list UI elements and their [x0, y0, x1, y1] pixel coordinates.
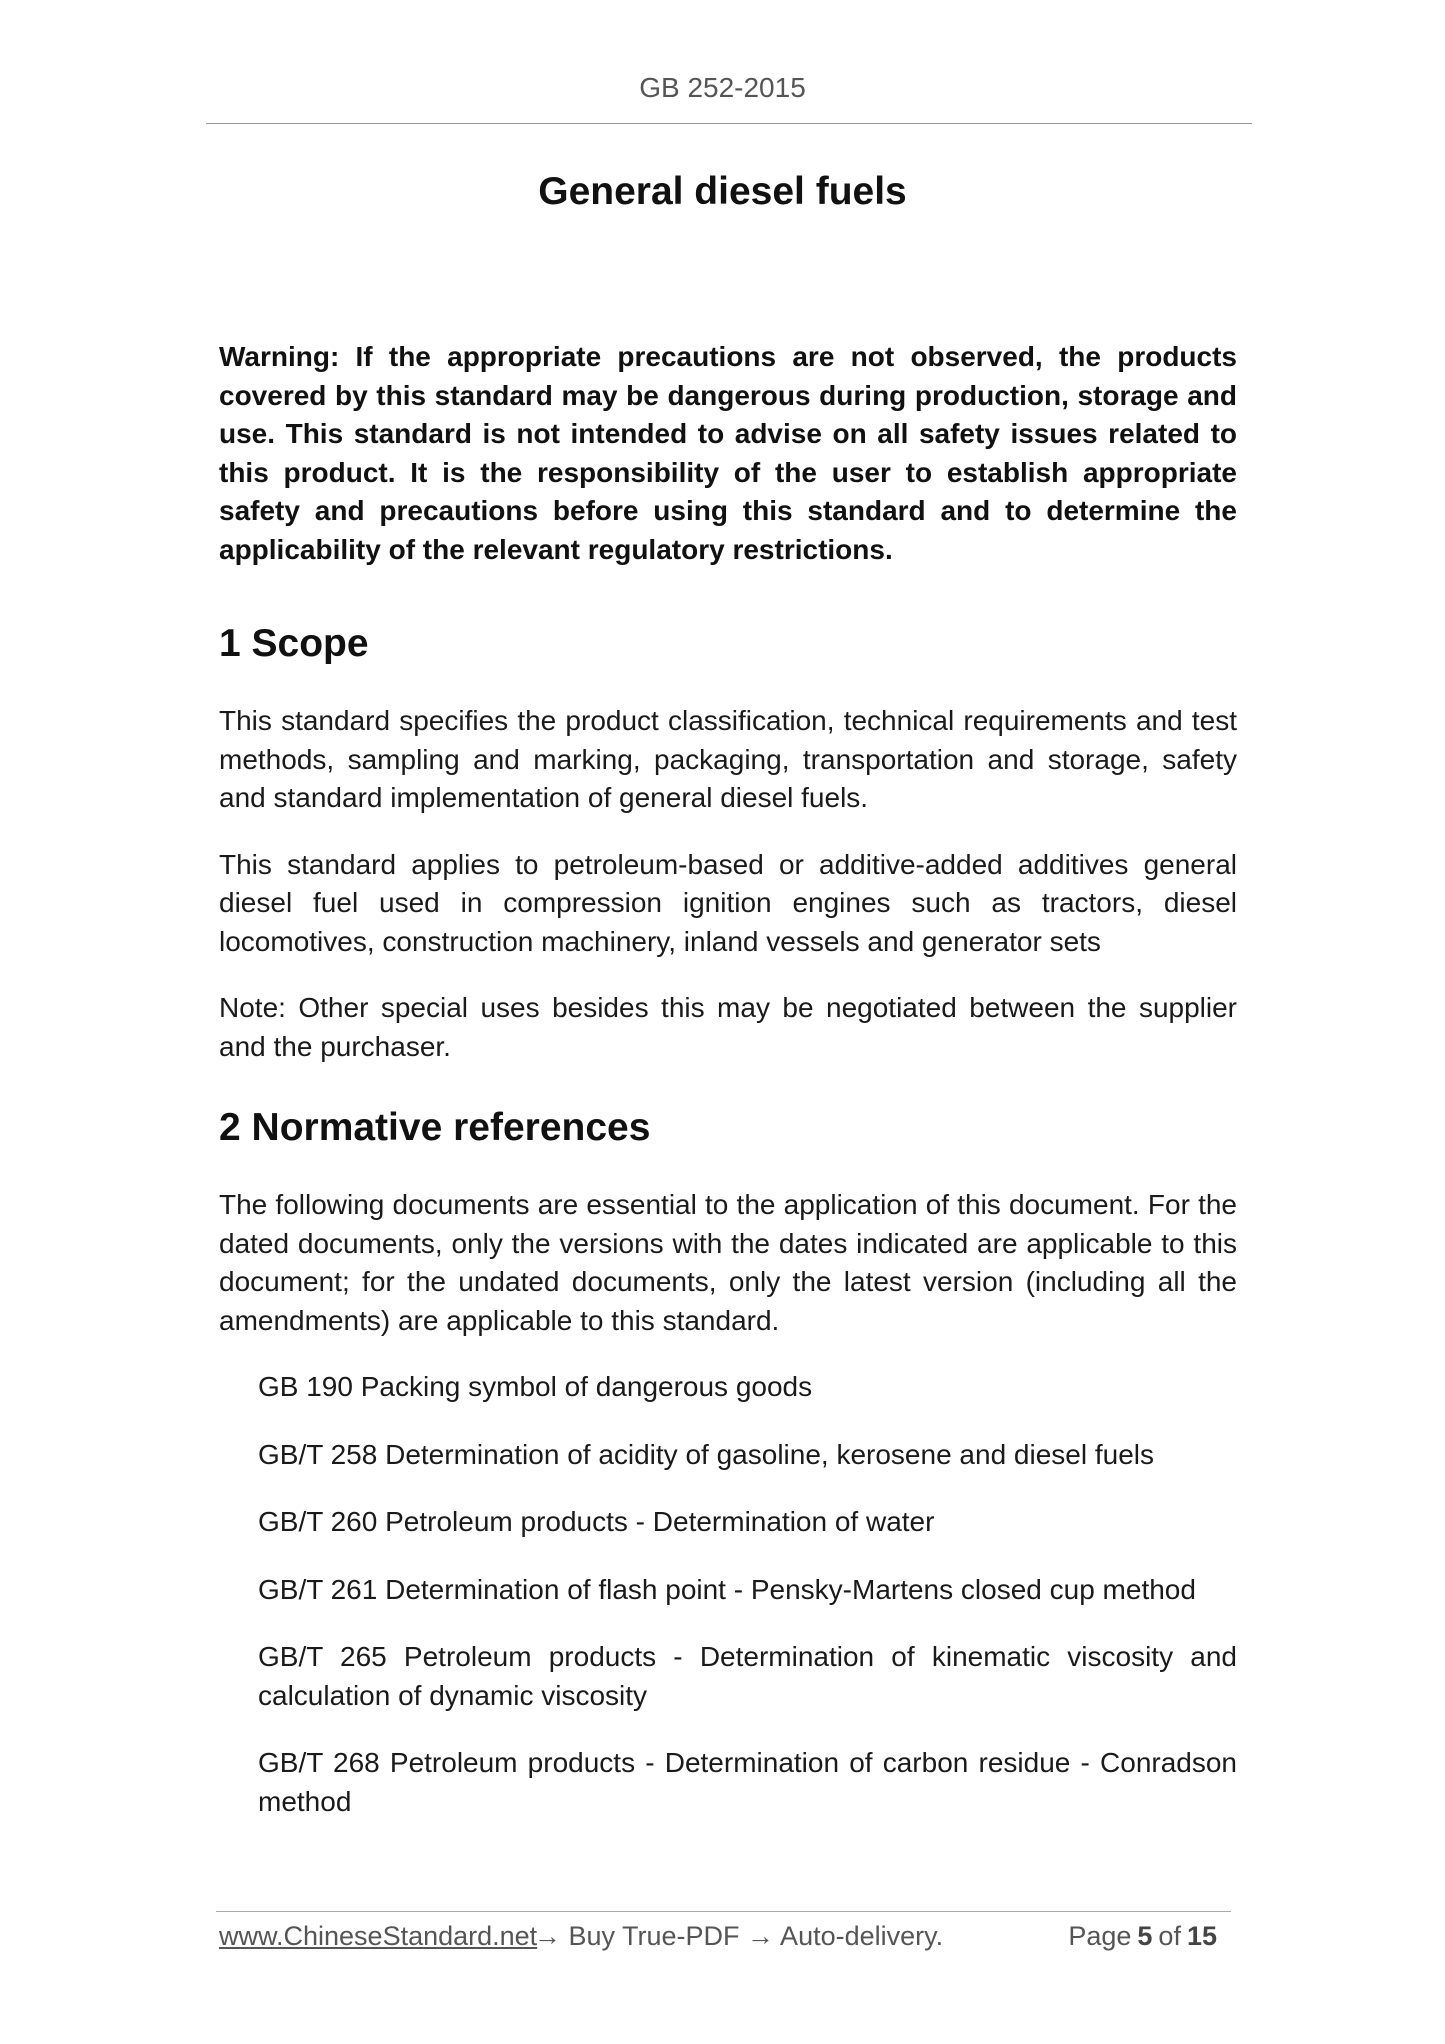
website-link[interactable]: www.ChineseStandard.net	[219, 1921, 538, 1951]
reference-item: GB/T 261 Determination of flash point - Pensky-Martens closed cup method	[258, 1573, 1196, 1605]
page-word: Page	[1068, 1921, 1132, 1951]
document-body	[219, 338, 1237, 1850]
reference-item: GB/T 268 Petroleum products - Determination of carbon residue - Conradson method	[258, 1747, 1237, 1817]
reference-item: GB/T 258 Determination of acidity of gasoline, kerosene and diesel fuels	[258, 1438, 1154, 1470]
total-pages: 15	[1186, 1921, 1217, 1951]
footer-tagline: → Buy True-PDF → Auto-delivery.	[534, 1921, 944, 1951]
page-footer	[219, 1921, 1231, 1961]
references-intro-paragraph: The following documents are essential to the application of this document. For the dated documents, only the versions with the dates indicated are applicable to this document; for the undated documents, only the latest version (including all the amendments) are applicable to this standard.	[219, 1189, 1237, 1336]
scope-note: Note: Other special uses besides this may be negotiated between the supplier and the purchaser.	[219, 992, 1237, 1062]
section-heading-scope: 1 Scope	[219, 622, 369, 665]
reference-item: GB 190 Packing symbol of dangerous goods	[258, 1371, 813, 1402]
footer-divider	[216, 1911, 1231, 1912]
section-heading-normative-references: 2 Normative references	[219, 1106, 651, 1149]
warning-notice: Warning: If the appropriate precautions are not observed, the products covered by this standard may be dangerous during production, storage and use. This standard is not intended to advise on all safety issues related to this product. It is the responsibility of the user to establish appropriate safety and precautions before using this standard and to determine the applicability of the relevant regulatory restrictions.	[219, 341, 1237, 565]
of-word: of	[1158, 1921, 1181, 1951]
document-title: General diesel fuels	[538, 170, 907, 213]
scope-paragraph: This standard specifies the product classification, technical requirements and test methods, sampling and marking, packaging, transportation and storage, safety and standard implementation of general diesel fuels.	[219, 705, 1237, 813]
standard-code-header: GB 252-2015	[639, 72, 806, 103]
page-number	[1068, 1921, 1223, 1952]
current-page: 5	[1137, 1921, 1153, 1951]
scope-paragraph: This standard applies to petroleum-based or additive-added additives general diesel fuel used in compression ignition engines such as tractors, diesel locomotives, construction machinery, inland vessels and generator sets	[219, 848, 1237, 957]
reference-list	[219, 1368, 1237, 1821]
reference-item: GB/T 260 Petroleum products - Determination of water	[258, 1506, 935, 1537]
header-divider	[206, 123, 1252, 124]
reference-item: GB/T 265 Petroleum products - Determination of kinematic viscosity and calculation of dynamic viscosity	[258, 1641, 1237, 1711]
